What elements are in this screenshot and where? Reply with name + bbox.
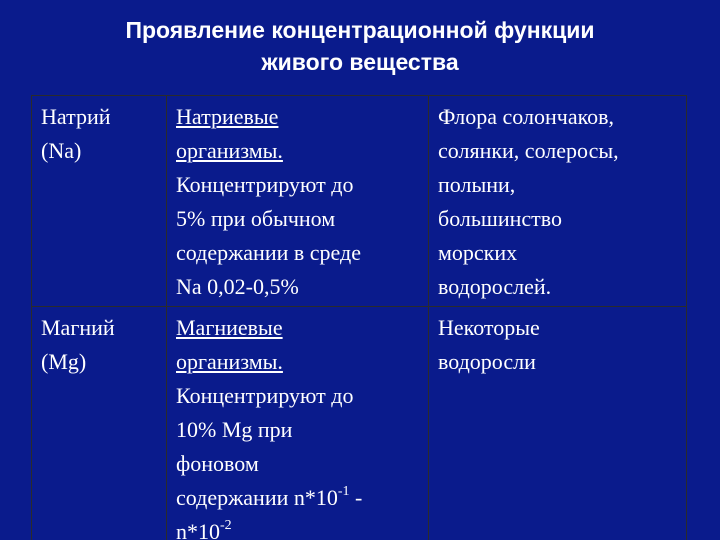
examples-line: Флора солончаков,	[438, 104, 615, 129]
table-row	[32, 307, 687, 540]
examples-line: солянки, солеросы,	[438, 138, 619, 163]
description-line-with-exponent	[176, 515, 422, 540]
examples-line: морских	[438, 240, 518, 265]
description-line: Концентрируют до	[176, 172, 354, 197]
organisms-cell	[167, 307, 429, 540]
exponent: -2	[220, 517, 232, 533]
element-name: Магний	[41, 315, 115, 340]
description-line: содержании в среде	[176, 240, 361, 265]
description-line-with-exponent	[176, 481, 422, 515]
description-text: n*10	[176, 519, 220, 540]
organisms-cell	[167, 96, 429, 307]
organisms-title-line-1: Натриевые	[176, 104, 279, 129]
slide-title-line-1: Проявление концентрационной функции	[125, 17, 595, 43]
description-line: 10% Mg при	[176, 417, 293, 442]
element-name: Натрий	[41, 104, 111, 129]
element-cell	[32, 96, 167, 307]
examples-line: полыни,	[438, 172, 516, 197]
table-row	[32, 96, 687, 307]
slide-title	[0, 14, 720, 78]
description-text: -	[349, 485, 363, 510]
description-line: фоновом	[176, 451, 259, 476]
description-line: Концентрируют до	[176, 383, 354, 408]
exponent: -1	[337, 483, 350, 499]
concentration-table	[31, 95, 687, 540]
examples-line: большинство	[438, 206, 563, 231]
examples-cell	[429, 96, 687, 307]
examples-line: Некоторые	[438, 315, 540, 340]
organisms-title-line-2: организмы.	[176, 138, 283, 163]
organisms-title-line-2: организмы.	[176, 349, 283, 374]
organisms-title-line-1: Магниевые	[176, 315, 283, 340]
description-text: содержании n*10	[176, 485, 338, 510]
element-symbol: (Na)	[41, 138, 82, 163]
description-line: 5% при обычном	[176, 206, 336, 231]
element-symbol: (Mg)	[41, 349, 87, 374]
description-line: Na 0,02-0,5%	[176, 274, 299, 299]
examples-cell	[429, 307, 687, 540]
element-cell	[32, 307, 167, 540]
slide-title-line-2: живого вещества	[261, 49, 459, 75]
examples-line: водоросли	[438, 349, 536, 374]
examples-line: водорослей.	[438, 274, 552, 299]
